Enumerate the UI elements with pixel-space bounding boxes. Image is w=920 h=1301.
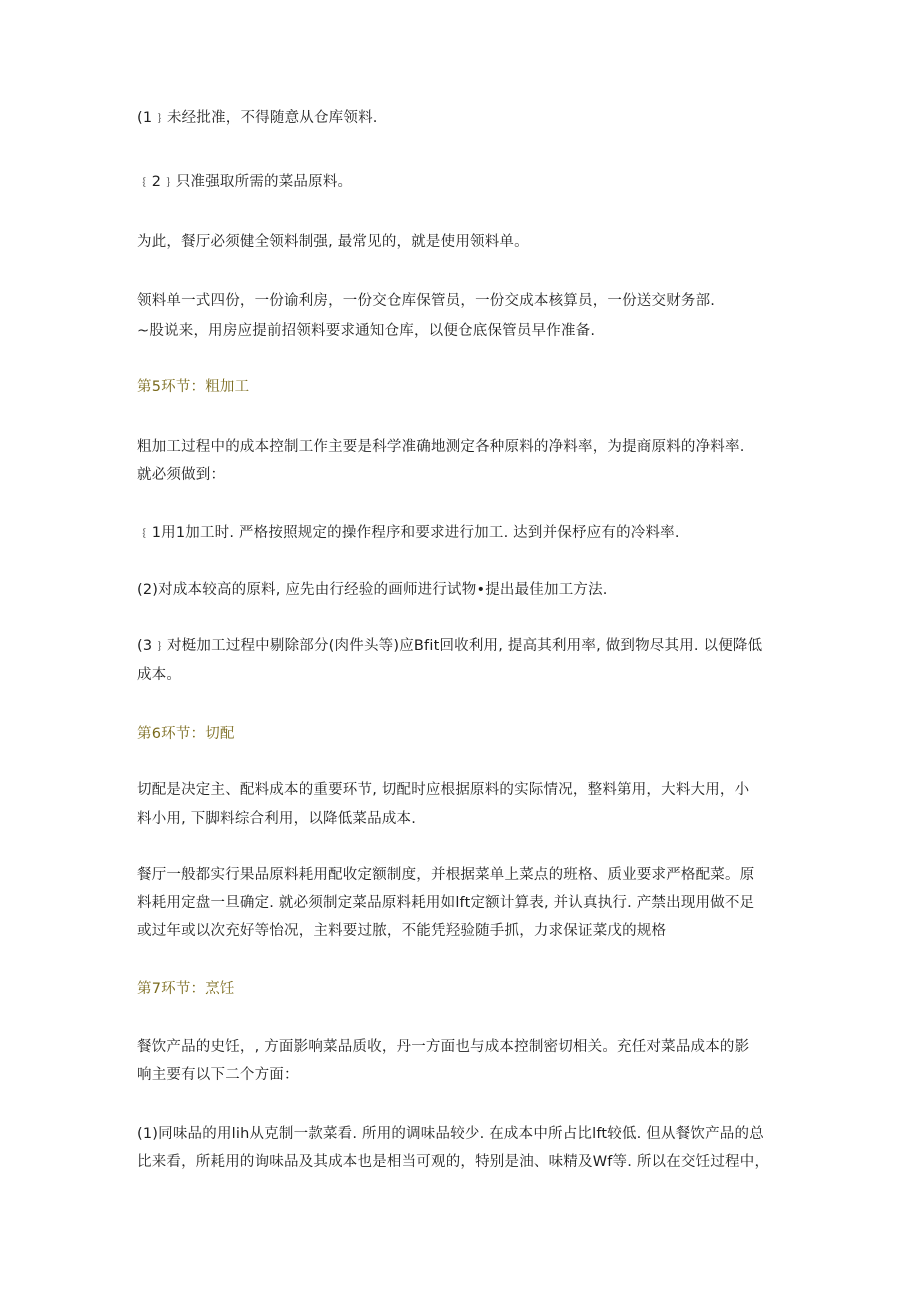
paragraph-quota-line-3: 或过年或以次充好等怡况，主料要过脓，不能凭羟验随手抓，力求保证菜戊的规格 bbox=[137, 923, 667, 939]
section-heading-step-5: 第5环节：粗加工 bbox=[137, 379, 250, 395]
list-item-rough-2: (2)对成本较高的原料, 应先由行经验的画师进行试物•提出最佳加工方法. bbox=[137, 582, 608, 598]
list-item-rough-1: ﹛1用1加工时. 严格按照规定的操作程序和要求进行加工. 达到并保杼应有的冷料率. bbox=[137, 525, 680, 541]
paragraph-requisition-copies-line-1: 领料单一式四份，一份谕利房，一份交仓库保管员，一份交成本核算员，一份送交财务部. bbox=[137, 293, 716, 309]
paragraph-cutting-line-1: 切配是决定主、配料成本的重要环节, 切配时应根据原料的实际情况，整料第用，大料大用，小 bbox=[137, 782, 750, 798]
paragraph-cooking-line-2: 响主要有以下二个方面： bbox=[137, 1067, 299, 1083]
list-item-rough-3-line-1: (3﹜对梃加工过程中剔除部分(肉件头等)应Bfit回收利用, 提高其利用率, 做到物尽其用. 以便降低 bbox=[137, 638, 763, 654]
list-item-rough-3-line-2: 成本。 bbox=[137, 667, 182, 683]
list-item-cooking-1-line-1: (1)同味品的用lih从克制一款菜看. 所用的调味品较少. 在成本中所占比lft较低. 但从餐饮产品的总 bbox=[137, 1126, 764, 1142]
section-heading-step-6: 第6环节：切配 bbox=[137, 726, 235, 742]
paragraph-cooking-line-1: 餐饮产品的史饪，, 方面影响菜品质收，丹一方面也与成本控制密切相关。充任对菜品成本的影 bbox=[137, 1039, 750, 1055]
section-heading-step-7: 第7环节：烹饪 bbox=[137, 981, 235, 997]
paragraph-requisition-copies-line-2: ~股说来，用房应提前招领料要求通知仓库，以便仓底保管员早作准备. bbox=[137, 323, 596, 339]
paragraph-requisition-system: 为此，餐厅必须健全领料制强, 最常见的，就是使用领料单。 bbox=[137, 234, 529, 250]
list-item-cooking-1-line-2: 比来看，所耗用的询味品及其成本也是相当可观的，特别是油、味精及Wf等. 所以在交饪过程中， bbox=[137, 1154, 770, 1170]
list-item-1: (1﹜未经批准，不得随意从仓库领料. bbox=[137, 110, 378, 126]
paragraph-rough-processing-line-1: 粗加工过程中的成本控制工作主要是科学准确地测定各种原料的净料率，为提商原料的净料率. bbox=[137, 439, 745, 455]
paragraph-rough-processing-line-2: 就必须做到： bbox=[137, 467, 226, 483]
paragraph-cutting-line-2: 料小用, 下脚料综合利用，以降低菜品成本. bbox=[137, 811, 417, 827]
paragraph-quota-line-1: 餐厅一般都实行果品原料耗用配收定额制度，并根据菜单上菜点的班格、质业要求严格配菜。原 bbox=[137, 867, 755, 883]
list-item-2: ﹛2﹜只准强取所需的菜品原料。 bbox=[137, 174, 353, 190]
paragraph-quota-line-2: 料耗用定盘一旦确定. 就必须制定菜品原料耗用如lft定额计算表, 并认真执行. 产禁出现用做不足 bbox=[137, 895, 755, 911]
